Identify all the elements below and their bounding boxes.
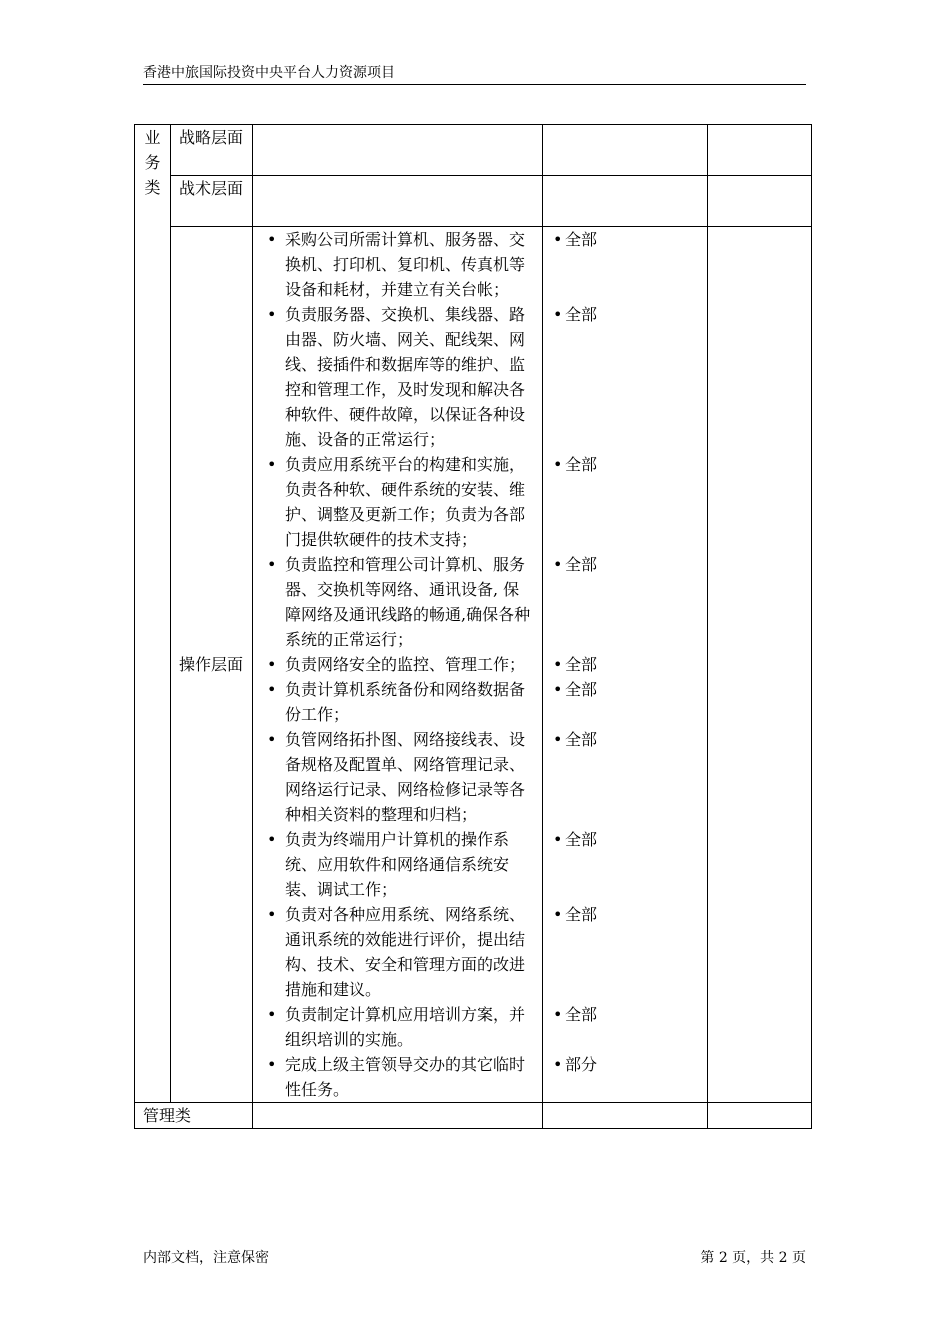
- tactical-notes: [708, 176, 812, 227]
- operational-row: [135, 227, 812, 1103]
- scope-item: • 全部: [551, 452, 597, 477]
- duty-item: • 负责监控和管理公司计算机、服务器、交换机等网络、通讯设备, 保障网络及通讯线路的畅通,确保各种系统的正常运行；: [261, 552, 534, 652]
- scope-item: • 全部: [551, 827, 597, 852]
- duty-item: • 负责计算机系统备份和网络数据备份工作；: [261, 677, 534, 727]
- strategic-duties: [253, 125, 543, 176]
- operational-scope: [543, 227, 708, 1103]
- duty-item: • 负责服务器、交换机、集线器、路由器、防火墙、网关、配线架、网线、接插件和数据库等的维护、监控和管理工作，及时发现和解决各种软件、硬件故障，以保证各种设施、设备的正常运行；: [261, 302, 534, 452]
- management-category: 管理类: [135, 1103, 253, 1129]
- duties-table: [134, 124, 812, 1129]
- strategic-row: [135, 125, 812, 176]
- scope-item: • 全部: [551, 1002, 597, 1027]
- duty-item: • 负责对各种应用系统、网络系统、通讯系统的效能进行评价，提出结构、技术、安全和管理方面的改进措施和建议。: [261, 902, 534, 1002]
- tactical-level: 战术层面: [171, 176, 253, 227]
- duty-list: [261, 227, 534, 1102]
- footer-confidential: 内部文档，注意保密: [143, 1250, 269, 1266]
- footer-page-number: 第 2 页，共 2 页: [700, 1250, 806, 1266]
- duty-item: • 负责制定计算机应用培训方案，并组织培训的实施。: [261, 1002, 534, 1052]
- scope-item: • 全部: [551, 302, 597, 327]
- business-category: [135, 125, 171, 1103]
- management-row: [135, 1103, 812, 1129]
- scope-item: • 全部: [551, 652, 597, 677]
- business-category-label: 业务类: [144, 128, 161, 197]
- scope-item: • 全部: [551, 727, 597, 752]
- scope-list: [551, 227, 699, 1102]
- duty-item: • 负管网络拓扑图、网络接线表、设备规格及配置单、网络管理记录、网络运行记录、网络检修记录等各种相关资料的整理和归档；: [261, 727, 534, 827]
- scope-item: • 全部: [551, 227, 597, 252]
- duty-item: • 负责应用系统平台的构建和实施，负责各种软、硬件系统的安装、维护、调整及更新工作；负责为各部门提供软硬件的技术支持；: [261, 452, 534, 552]
- management-duties: [253, 1103, 543, 1129]
- operational-level: 操作层面: [171, 227, 253, 1103]
- duty-item: • 采购公司所需计算机、服务器、交换机、打印机、复印机、传真机等设备和耗材，并建立有关台帐；: [261, 227, 534, 302]
- tactical-row: [135, 176, 812, 227]
- scope-item: • 部分: [551, 1052, 597, 1077]
- strategic-notes: [708, 125, 812, 176]
- management-scope: [543, 1103, 708, 1129]
- duty-item: • 完成上级主管领导交办的其它临时性任务。: [261, 1052, 534, 1102]
- scope-item: • 全部: [551, 552, 597, 577]
- scope-item: • 全部: [551, 677, 597, 702]
- operational-notes: [708, 227, 812, 1103]
- operational-duties: [253, 227, 543, 1103]
- strategic-scope: [543, 125, 708, 176]
- page-header: 香港中旅国际投资中央平台人力资源项目: [143, 64, 806, 85]
- duty-item: • 负责为终端用户计算机的操作系统、应用软件和网络通信系统安装、调试工作；: [261, 827, 534, 902]
- tactical-duties: [253, 176, 543, 227]
- duty-item: • 负责网络安全的监控、管理工作；: [261, 652, 534, 677]
- strategic-level: 战略层面: [171, 125, 253, 176]
- management-notes: [708, 1103, 812, 1129]
- tactical-scope: [543, 176, 708, 227]
- scope-item: • 全部: [551, 902, 597, 927]
